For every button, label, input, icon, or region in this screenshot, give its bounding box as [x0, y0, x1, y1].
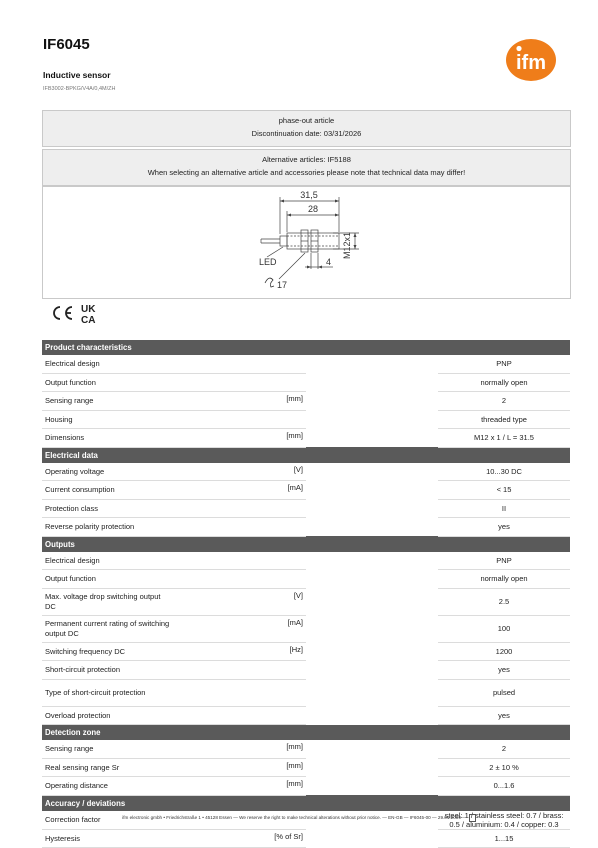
- spec-unit: [174, 373, 306, 392]
- spec-value: steel: 1 / stainless steel: 0.7 / brass: 0.5 / aluminium: 0.4 / copper: 0.3: [438, 811, 570, 830]
- spec-row: [42, 758, 570, 777]
- wrench-icon: [265, 278, 274, 287]
- spec-label: Protection class: [42, 499, 174, 518]
- certification-marks: [48, 301, 108, 327]
- spec-label: Reverse polarity protection: [42, 518, 174, 537]
- ukca-mark-uk: UK: [81, 304, 96, 315]
- cell-gap: [306, 588, 438, 615]
- spec-unit: [174, 518, 306, 537]
- spec-unit: [V]: [174, 463, 306, 481]
- section-header: [42, 447, 570, 463]
- spec-label: Electrical design: [42, 355, 174, 373]
- spec-value: 2: [438, 740, 570, 758]
- spec-label: Operating voltage: [42, 463, 174, 481]
- spec-value: normally open: [438, 373, 570, 392]
- spec-unit: [174, 679, 306, 706]
- spec-value: normally open: [438, 570, 570, 589]
- spec-label: Overload protection: [42, 706, 174, 725]
- led-label: LED: [259, 257, 277, 267]
- spec-value: threaded type: [438, 410, 570, 429]
- spec-value: 2 ± 10 %: [438, 758, 570, 777]
- spec-label: Max. voltage drop switching output DC: [42, 588, 174, 615]
- spec-row: [42, 392, 570, 411]
- spec-value: M12 x 1 / L = 31.5: [438, 429, 570, 448]
- spec-label: Operating distance: [42, 777, 174, 796]
- cell-gap: [306, 642, 438, 661]
- spec-value: II: [438, 499, 570, 518]
- dim-nut-width: 4: [326, 257, 332, 267]
- dim-body-length: 28: [307, 204, 319, 214]
- spec-value: 2: [438, 392, 570, 411]
- spec-unit: [174, 661, 306, 680]
- spec-unit: [mA]: [174, 481, 306, 500]
- cell-gap: [306, 463, 438, 481]
- section-header: [42, 725, 570, 741]
- spec-row: [42, 706, 570, 725]
- ukca-mark-ca: CA: [81, 315, 96, 326]
- spec-row: [42, 410, 570, 429]
- logo-text: ifm: [516, 52, 546, 74]
- section-header: [42, 795, 570, 811]
- spec-row: [42, 740, 570, 758]
- spec-label: Output function: [42, 570, 174, 589]
- specification-table: [42, 340, 570, 848]
- spec-unit: [mm]: [174, 777, 306, 796]
- spec-value: 1200: [438, 642, 570, 661]
- cell-gap: [306, 758, 438, 777]
- spec-label: Real sensing range Sr: [42, 758, 174, 777]
- spec-value: PNP: [438, 355, 570, 373]
- spec-row: [42, 481, 570, 500]
- spec-label: Switching frequency DC: [42, 642, 174, 661]
- spec-unit: [174, 570, 306, 589]
- spec-unit: [mm]: [174, 429, 306, 448]
- cell-gap: [306, 499, 438, 518]
- alternatives-notice: [42, 149, 571, 186]
- spec-row: [42, 429, 570, 448]
- spec-value: yes: [438, 706, 570, 725]
- spec-row: [42, 777, 570, 796]
- cell-gap: [306, 518, 438, 537]
- product-subtitle: Inductive sensor: [43, 70, 111, 80]
- dim-thread-size: M12x1: [342, 231, 352, 259]
- dimension-drawing: [43, 187, 570, 298]
- spec-row: [42, 518, 570, 537]
- spec-row: [42, 373, 570, 392]
- spec-value: < 15: [438, 481, 570, 500]
- spec-value: 1...15: [438, 829, 570, 848]
- cell-gap: [306, 410, 438, 429]
- discontinuation-text: Discontinuation date: 03/31/2026: [251, 129, 362, 138]
- spec-value: yes: [438, 661, 570, 680]
- spec-label: Sensing range: [42, 740, 174, 758]
- spec-value: PNP: [438, 552, 570, 570]
- spec-unit: [174, 552, 306, 570]
- article-code: IFB3002-BPKG/V4A/0,4M/ZH: [43, 86, 116, 92]
- spec-unit: [% of Sr]: [174, 829, 306, 848]
- cell-gap: [306, 392, 438, 411]
- phase-out-notice: [42, 110, 571, 147]
- spec-label: Output function: [42, 373, 174, 392]
- dimension-drawing-frame: [42, 186, 571, 299]
- section-header: [42, 536, 570, 552]
- spec-row: [42, 661, 570, 680]
- alternatives-text: Alternative articles: IF5188: [262, 155, 351, 164]
- ifm-logo: [505, 38, 557, 82]
- spec-unit: [mm]: [174, 392, 306, 411]
- spec-label: Short-circuit protection: [42, 661, 174, 680]
- spec-label: Sensing range: [42, 392, 174, 411]
- spec-unit: [mm]: [174, 758, 306, 777]
- cell-gap: [306, 679, 438, 706]
- spec-label: Hysteresis: [42, 829, 174, 848]
- cell-gap: [306, 661, 438, 680]
- spec-row: [42, 642, 570, 661]
- spec-unit: [Hz]: [174, 642, 306, 661]
- ce-mark-icon: [54, 307, 72, 319]
- cell-gap: [306, 777, 438, 796]
- spec-row: [42, 588, 570, 615]
- cell-gap: [306, 429, 438, 448]
- page-number-icon: [469, 814, 476, 822]
- section-title: Electrical data: [42, 447, 570, 463]
- spec-label: Current consumption: [42, 481, 174, 500]
- spec-unit: [mA]: [174, 615, 306, 642]
- page-footer: [0, 814, 598, 822]
- cell-gap: [306, 355, 438, 373]
- spec-label: Correction factor: [42, 811, 174, 830]
- cell-gap: [306, 373, 438, 392]
- cell-gap: [306, 706, 438, 725]
- section-title: Detection zone: [42, 725, 570, 741]
- footer-text: ifm electronic gmbh • Friedrichstraße 1 • 45128 Essen — We reserve the right to make technical alterations without prior notice. — EN-GB — IF6045-00 — 29.01.2009 —: [122, 815, 467, 821]
- spec-value: 2.5: [438, 588, 570, 615]
- spec-row: [42, 679, 570, 706]
- spec-unit: [174, 410, 306, 429]
- section-header: [42, 340, 570, 355]
- spec-value: 100: [438, 615, 570, 642]
- product-title: IF6045: [43, 36, 90, 53]
- spec-label: Permanent current rating of switching output DC: [42, 615, 174, 642]
- spec-value: yes: [438, 518, 570, 537]
- spec-label: Dimensions: [42, 429, 174, 448]
- spec-unit: [V]: [174, 588, 306, 615]
- spec-row: [42, 615, 570, 642]
- spec-row: [42, 499, 570, 518]
- spec-unit: [mm]: [174, 740, 306, 758]
- spec-label: Type of short-circuit protection: [42, 679, 174, 706]
- spec-unit: [174, 499, 306, 518]
- spec-unit: [174, 706, 306, 725]
- cell-gap: [306, 740, 438, 758]
- spec-row: [42, 355, 570, 373]
- spec-label: Housing: [42, 410, 174, 429]
- cell-gap: [306, 481, 438, 500]
- phase-out-text: phase-out article: [278, 116, 335, 125]
- cell-gap: [306, 570, 438, 589]
- wrench-size: 17: [277, 280, 288, 290]
- spec-row: [42, 570, 570, 589]
- spec-unit: [174, 355, 306, 373]
- spec-value: pulsed: [438, 679, 570, 706]
- spec-value: 10...30 DC: [438, 463, 570, 481]
- cell-gap: [306, 552, 438, 570]
- section-title: Outputs: [42, 536, 570, 552]
- spec-label: Electrical design: [42, 552, 174, 570]
- alternatives-note: When selecting an alternative article and accessories please note that technical data may differ!: [147, 168, 466, 177]
- section-title: Product characteristics: [42, 340, 570, 355]
- spec-row: [42, 552, 570, 570]
- spec-value: 0...1.6: [438, 777, 570, 796]
- section-title: Accuracy / deviations: [42, 795, 570, 811]
- spec-row: [42, 463, 570, 481]
- dim-total-length: 31,5: [300, 190, 318, 200]
- cell-gap: [306, 615, 438, 642]
